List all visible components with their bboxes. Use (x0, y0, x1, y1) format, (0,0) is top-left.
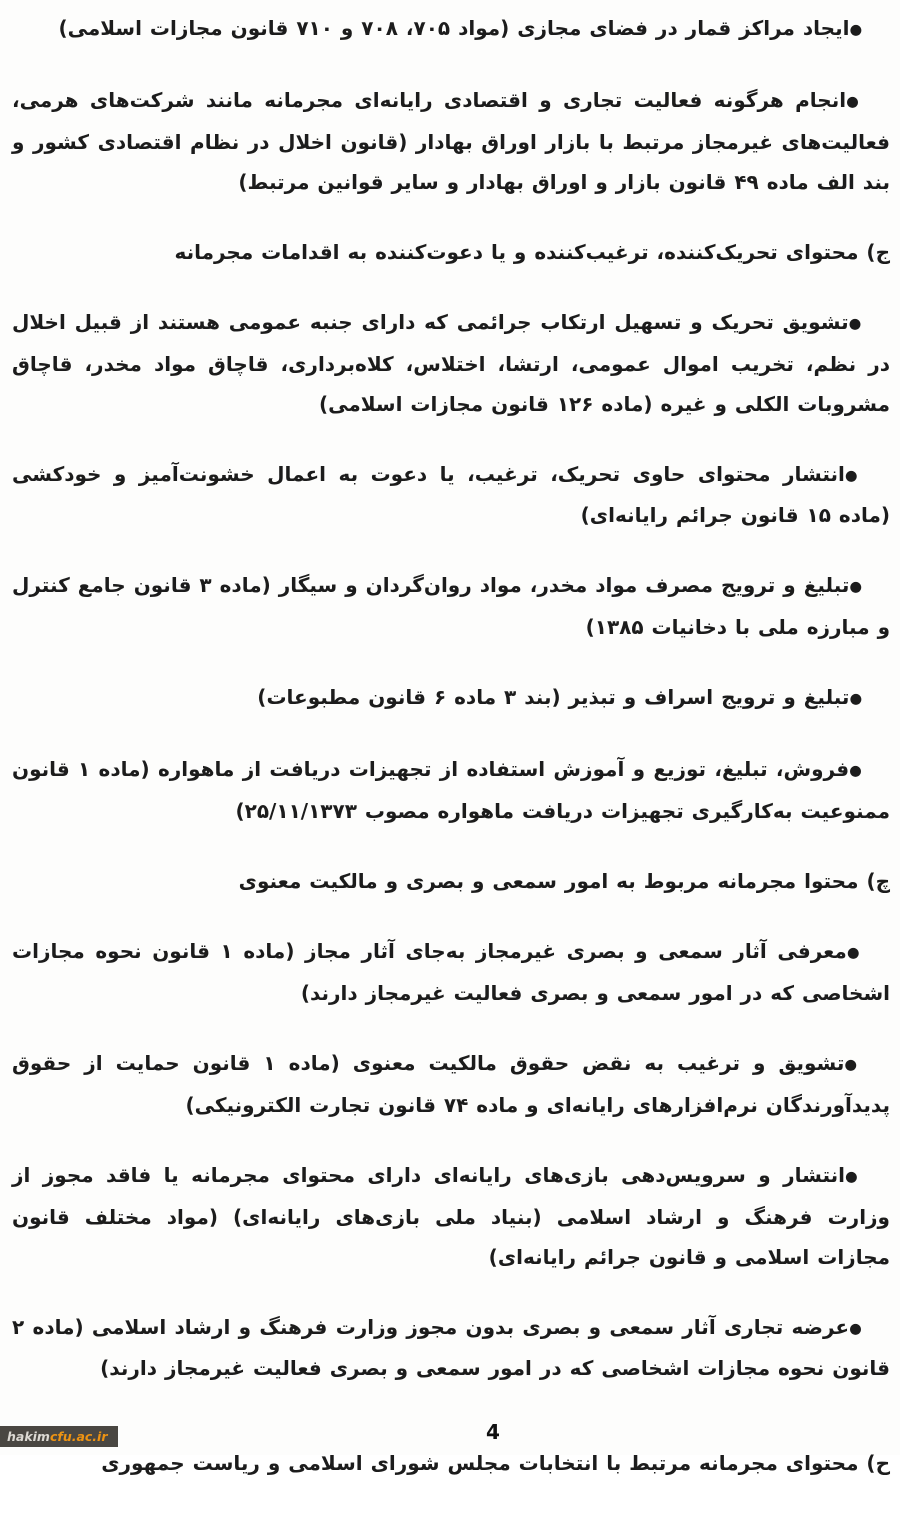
criminal-content-item (12, 1043, 890, 1125)
watermark-badge (0, 1426, 118, 1447)
item-text: انتشار محتوای حاوی تحریک، ترغیب، یا دعوت به اعمال خشونت‌آمیز و خودکشی (ماده ۱۵ قانون جرائم رایانه‌ای) (12, 461, 890, 528)
criminal-content-item (12, 8, 890, 50)
section-header-text: چ) محتوا مجرمانه مربوط به امور سمعی و بصری و مالکیت معنوی (238, 869, 890, 894)
section-header (12, 1443, 890, 1483)
item-text: عرضه تجاری آثار سمعی و بصری بدون مجوز وزارت فرهنگ و ارشاد اسلامی (ماده ۲ قانون نحوه مجازات اشخاصی که در امور سمعی و بصری فعالیت غیرمجاز دارند) (12, 1314, 890, 1381)
criminal-content-item (12, 302, 890, 424)
criminal-content-item (12, 677, 890, 719)
bullet-icon: ● (849, 763, 863, 780)
item-text: ایجاد مراکز قمار در فضای مجازی (مواد ۷۰۵، ۷۰۸ و ۷۱۰ قانون مجازات اسلامی) (58, 16, 850, 40)
section-header-text: ح) محتوای مجرمانه مرتبط با انتخابات مجلس شورای اسلامی و ریاست جمهوری (101, 1451, 890, 1476)
item-text: معرفی آثار سمعی و بصری غیرمجاز به‌جای آثار مجاز (ماده ۱ قانون نحوه مجازات اشخاصی که در امور سمعی و بصری فعالیت غیرمجاز دارند) (12, 939, 890, 1005)
section-header (12, 861, 890, 901)
criminal-content-item (12, 1307, 890, 1389)
item-text: تبلیغ و ترویج مصرف مواد مخدر، مواد روان‌گردان و سیگار (ماده ۳ قانون جامع کنترل و مبارزه ملی با دخانیات ۱۳۸۵) (12, 573, 890, 640)
bullet-icon: ● (849, 691, 862, 708)
bullet-icon: ● (848, 315, 863, 332)
content-list (12, 8, 890, 1513)
bullet-icon: ● (846, 944, 862, 961)
bullet-icon: ● (845, 1168, 862, 1185)
bullet-icon: ● (844, 1056, 863, 1073)
criminal-content-item (12, 931, 890, 1013)
item-text: فروش، تبلیغ، توزیع و آموزش استفاده از تجهیزات دریافت از ماهواره (ماده ۱ قانون ممنوعیت به‌کارگیری تجهیزات دریافت ماهواره مصوب ۲۵/۱۱/۱۳۷۳) (12, 757, 890, 824)
bullet-icon: ● (846, 93, 862, 110)
item-text: تبلیغ و ترویج اسراف و تبذیر (بند ۳ ماده ۶ قانون مطبوعات) (257, 685, 850, 710)
item-text: انجام هرگونه فعالیت تجاری و اقتصادی رایانه‌ای مجرمانه مانند شرکت‌های هرمی، فعالیت‌های غیرمجاز مرتبط با بازار اوراق بهادار (قانون اخلال در نظام اقتصادی کشور و بند الف ماده ۴۹ قانون بازار و اوراق بهادار و سایر قوانین مرتبط) (12, 87, 890, 194)
page-number: 4 (486, 1420, 500, 1444)
item-text: تشویق تحریک و تسهیل ارتکاب جرائمی که دارای جنبه عمومی هستند از قبیل اخلال در نظم، تخریب اموال عمومی، ارتشا، اختلاس، کلاه‌برداری، قاچاق مواد مخدر، قاچاق مشروبات الکلی و غیره (ماده ۱۲۶ قانون مجازات اسلامی) (12, 309, 890, 416)
bullet-icon: ● (849, 21, 862, 38)
bullet-icon: ● (844, 467, 862, 484)
criminal-content-item (12, 749, 890, 831)
criminal-content-item (12, 80, 890, 202)
section-header-text: ج) محتوای تحریک‌کننده، ترغیب‌کننده و یا دعوت‌کننده به اقدامات مجرمانه (174, 239, 890, 264)
item-text: تشویق و ترغیب به نقض حقوق مالکیت معنوی (ماده ۱ قانون حمایت از حقوق پدیدآورندگان نرم‌افزارهای رایانه‌ای و ماده ۷۴ قانون تجارت الکترونیکی) (12, 1050, 890, 1117)
bullet-icon: ● (849, 1320, 862, 1337)
item-text: انتشار و سرویس‌دهی بازی‌های رایانه‌ای دارای محتوای مجرمانه یا فاقد مجوز از وزارت فرهنگ و ارشاد اسلامی (بنیاد ملی بازی‌های رایانه‌ای) (مواد مختلف قانون مجازات اسلامی و قانون جرائم رایانه‌ای) (12, 1162, 890, 1269)
bullet-icon: ● (849, 579, 862, 596)
watermark-site-prefix: hakim (7, 1429, 50, 1444)
watermark-site-suffix: cfu.ac.ir (49, 1429, 108, 1444)
criminal-content-item (12, 565, 890, 647)
criminal-content-item (12, 454, 890, 536)
criminal-content-item (12, 1155, 890, 1277)
section-header (12, 232, 890, 272)
